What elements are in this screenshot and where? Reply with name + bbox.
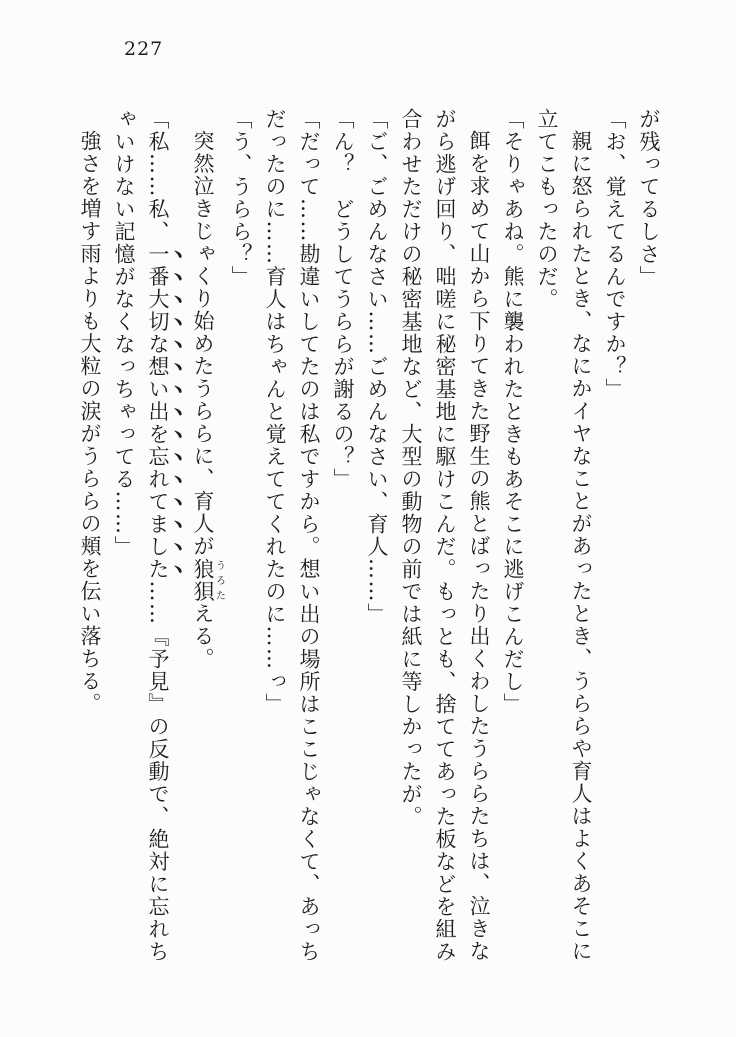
emphasized-text: 一番大切な想い出を忘れてました <box>146 243 170 581</box>
text-run: だったのに……育人はちゃんと覚えててくれたのに……っ」 <box>263 108 287 716</box>
text-run: 「私……私、 <box>146 108 170 243</box>
text-run: 「う、うらら？」 <box>229 108 253 288</box>
text-run: 「そりゃあね。熊に襲われたときもあそこに逃げこんだし」 <box>501 108 525 716</box>
text-run: 「ん？ どうしてうららが謝るの？」 <box>331 108 355 491</box>
page-number: 227 <box>124 38 164 60</box>
text-column <box>141 108 186 964</box>
text-run: がら逃げ回り、咄嗟に秘密基地に駆けこんだ。もっとも、捨ててあった板などを組み <box>433 108 457 963</box>
text-column <box>564 108 598 964</box>
text-run: 強さを増す雨よりも大粒の涙がうららの頬を伝い落ちる。 <box>78 130 102 715</box>
text-column <box>107 108 141 964</box>
text-run: 「ご、ごめんなさい……ごめんなさい、育人……」 <box>365 108 389 626</box>
text-run: が残ってるしさ」 <box>637 108 661 288</box>
text-run: 立てこもったのだ。 <box>535 108 559 311</box>
text-run: ゃいけない記憶がなくなっちゃってる……」 <box>112 108 136 558</box>
text-run: える。 <box>191 602 215 670</box>
text-column <box>258 108 292 964</box>
text-column <box>394 108 428 964</box>
text-run: 「だって……勘違いしてたのは私ですから。想い出の場所はここじゃなくて、あっち <box>297 108 321 963</box>
text-column <box>598 108 632 964</box>
text-column <box>360 108 394 964</box>
ruby-annotated-text: 狼狽うろた <box>191 557 225 603</box>
text-run: 突然泣きじゃくり始めたうららに、育人が <box>191 130 215 558</box>
text-column <box>326 108 360 964</box>
text-run: 親に怒られたとき、なにかイヤなことがあったとき、うららや育人はよくあそこに <box>569 130 593 963</box>
text-column <box>224 108 258 964</box>
text-column <box>496 108 530 964</box>
text-run: 「お、覚えてるんですか？」 <box>603 108 627 401</box>
text-column <box>428 108 462 964</box>
text-column <box>462 108 496 964</box>
text-block <box>73 108 666 964</box>
text-run: 合わせただけの秘密基地など、大型の動物の前では紙に等しかったが。 <box>399 108 423 828</box>
text-column <box>73 108 107 964</box>
text-column <box>530 108 564 964</box>
text-run: ……『予見』の反動で、絶対に忘れち <box>146 580 170 963</box>
text-column <box>292 108 326 964</box>
text-column <box>186 108 224 964</box>
text-column <box>632 108 666 964</box>
text-run: 餌を求めて山から下りてきた野生の熊とばったり出くわしたうららたちは、泣きな <box>467 130 491 963</box>
